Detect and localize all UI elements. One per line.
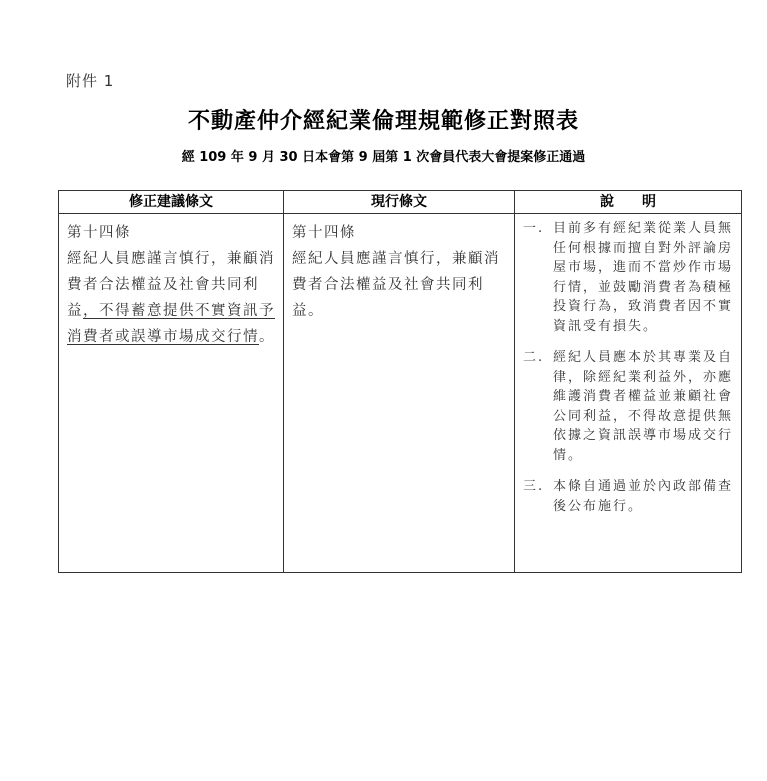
proposed-text-plain: 經紀人員應謹言慎行，兼顧消費者合法權益及社會共同利益: [67, 251, 275, 319]
proposed-article-cell: [59, 214, 284, 573]
note-text: 經紀人員應本於其專業及自律，除經紀業利益外，亦應維護消費者權益並兼顧社會公同利益，不得故意提供無依據之資訊誤導市場成交行情。: [553, 350, 734, 463]
proposed-article-number: 第十四條: [67, 225, 131, 241]
header-proposed: 修正建議條文: [59, 191, 284, 214]
document-subtitle: 經 109 年 9 月 30 日本會第 9 屆第 1 次會員代表大會提案修正通過: [181, 150, 586, 165]
current-article-text: 經紀人員應謹言慎行，兼顧消費者合法權益及社會共同利益。: [292, 251, 500, 319]
document-title: 不動產仲介經紀業倫理規範修正對照表: [187, 109, 579, 134]
notes-list: [523, 219, 737, 516]
proposed-text-amendment: ，不得蓄意提供不實資訊予消費者或誤導市場成交行情: [67, 303, 275, 345]
header-notes: 說 明: [515, 191, 742, 214]
current-article-number: 第十四條: [292, 225, 356, 241]
note-item: [523, 219, 737, 336]
notes-cell: [515, 214, 742, 573]
attachment-label: 附件 1: [66, 72, 115, 90]
comparison-table: [58, 190, 742, 573]
table-header-row: [59, 191, 742, 214]
note-item: [523, 348, 737, 465]
header-current: 現行條文: [284, 191, 515, 214]
note-number: 一.: [523, 221, 545, 236]
note-number: 三.: [523, 479, 545, 494]
note-number: 二.: [523, 350, 545, 365]
proposed-article-text: [67, 246, 277, 350]
note-text: 本條自通過並於內政部備查後公布施行。: [553, 479, 734, 514]
table-row: [59, 214, 742, 573]
proposed-text-end: 。: [259, 329, 275, 345]
current-article-cell: [284, 214, 515, 573]
note-item: [523, 477, 737, 516]
note-text: 目前多有經紀業從業人員無任何根據而擅自對外評論房屋市場，進而不當炒作市場行情，並鼓勵消費者為積極投資行為，致消費者因不實資訊受有損失。: [553, 221, 734, 334]
